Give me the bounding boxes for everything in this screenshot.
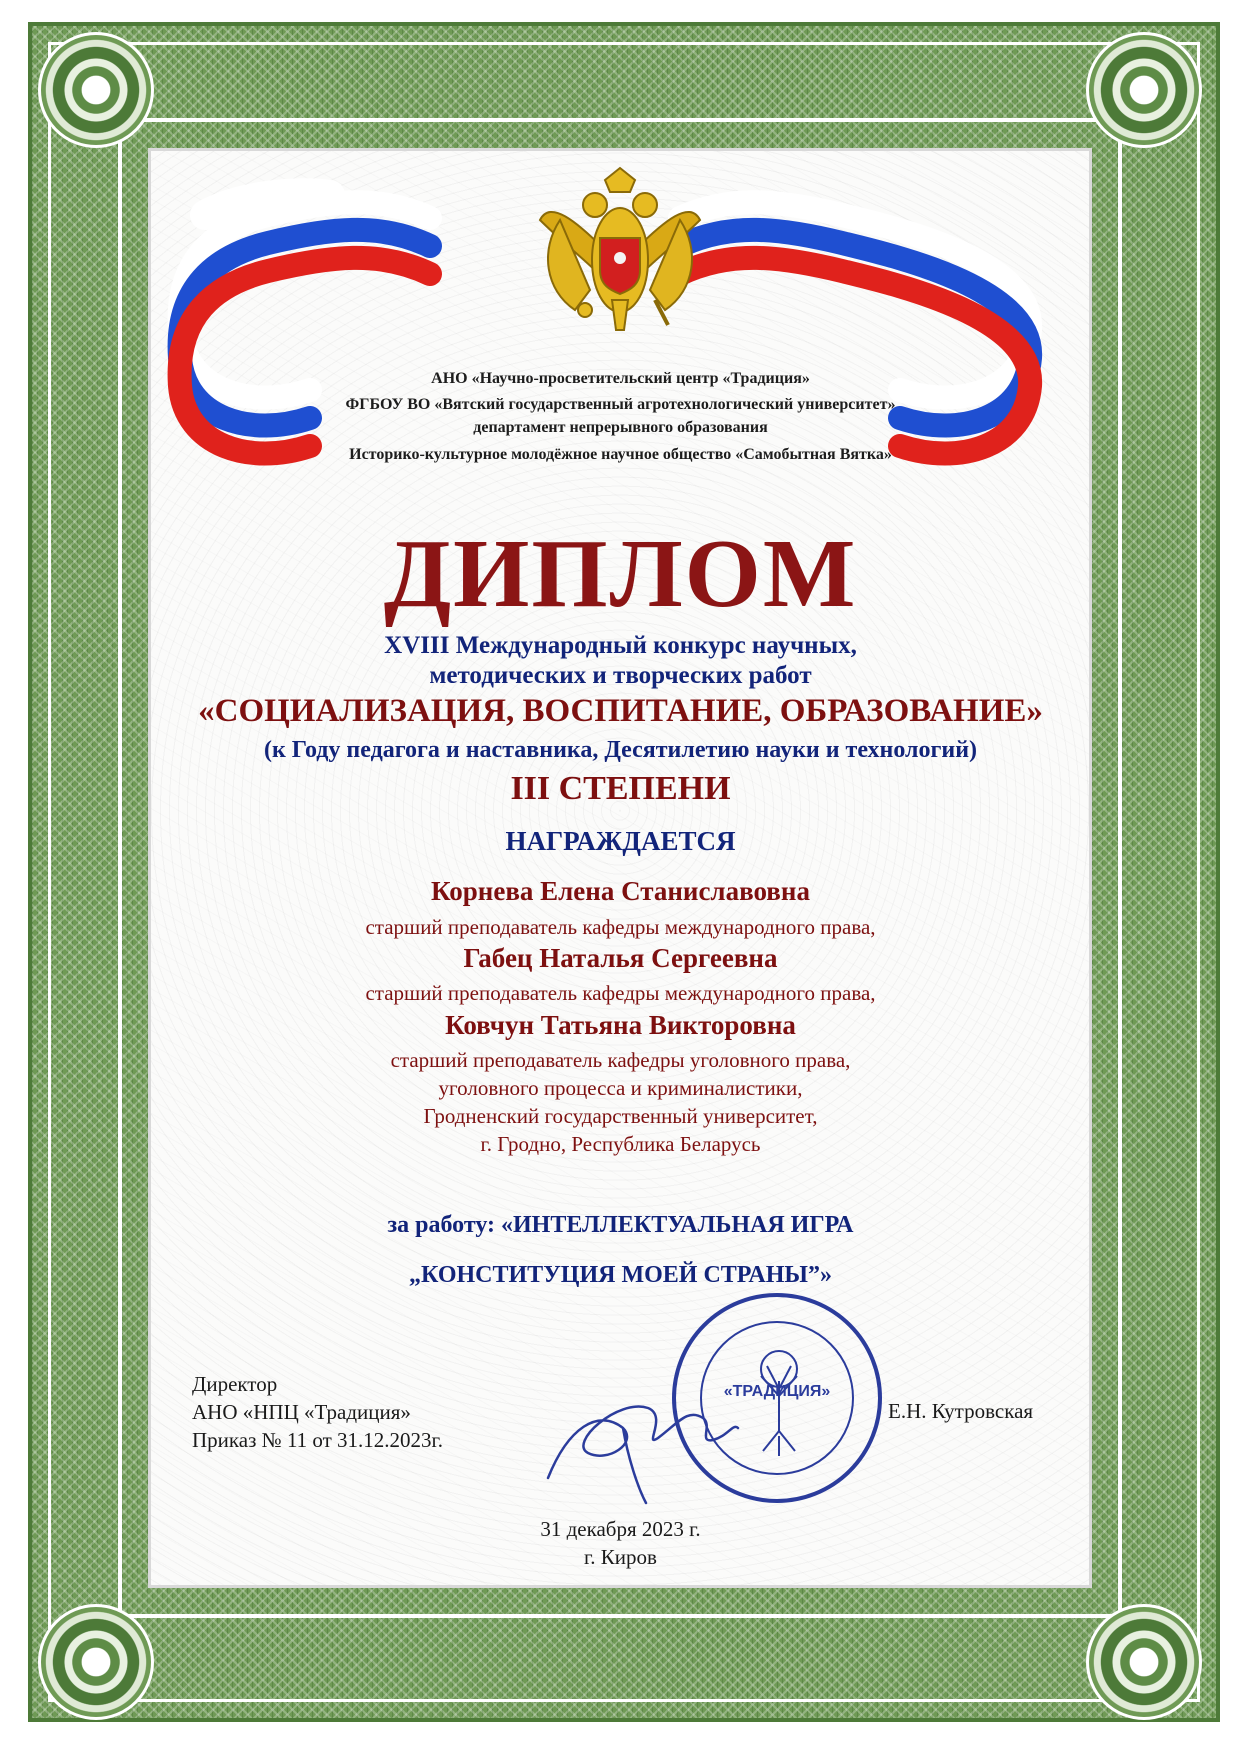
corner-ornament-bottom-right bbox=[1086, 1604, 1202, 1720]
recipient-name: Корнева Елена Станиславовна bbox=[431, 876, 810, 906]
contest-line-2: методических и творческих работ bbox=[429, 662, 812, 689]
issue-city: г. Киров bbox=[584, 1545, 657, 1569]
organization-line-4: Историко-культурное молодёжное научное общество «Самобытная Вятка» bbox=[349, 446, 892, 463]
handwritten-signature bbox=[528, 1368, 748, 1508]
contest-name: «СОЦИАЛИЗАЦИЯ, ВОСПИТАНИЕ, ОБРАЗОВАНИЕ» bbox=[198, 693, 1043, 729]
order-reference: Приказ № 11 от 31.12.2023г. bbox=[192, 1428, 444, 1452]
recipient-department: уголовного процесса и криминалистики, bbox=[438, 1076, 803, 1100]
organization-line-3: департамент непрерывного образования bbox=[473, 419, 768, 436]
recipient-position: старший преподаватель кафедры уголовного права, bbox=[390, 1048, 851, 1072]
diploma-title: ДИПЛОМ bbox=[383, 520, 858, 628]
recipient-position: старший преподаватель кафедры международного права, bbox=[365, 915, 876, 939]
contest-line-1: XVIII Международный конкурс научных, bbox=[384, 632, 857, 659]
organization-line-2: ФГБОУ ВО «Вятский государственный агротехнологический университет» bbox=[345, 396, 896, 413]
stamp-text: «ТРАДИЦИЯ» bbox=[723, 1383, 831, 1400]
recipient-university: Гродненский государственный университет, bbox=[423, 1104, 818, 1128]
recipient-name: Ковчун Татьяна Викторовна bbox=[445, 1010, 796, 1040]
signatory-name: Е.Н. Кутровская bbox=[888, 1399, 1034, 1423]
tree-icon bbox=[743, 1341, 815, 1461]
award-degree: III СТЕПЕНИ bbox=[510, 770, 731, 807]
recipient-position: старший преподаватель кафедры международного права, bbox=[365, 981, 876, 1005]
contest-dedication: (к Году педагога и наставника, Десятилетию науки и технологий) bbox=[263, 737, 978, 763]
signatory-position: Директор bbox=[192, 1372, 278, 1396]
work-title-line-1: за работу: «ИНТЕЛЛЕКТУАЛЬНАЯ ИГРА bbox=[387, 1212, 854, 1238]
recipient-name: Габец Наталья Сергеевна bbox=[463, 943, 778, 973]
ribbon-left bbox=[180, 193, 430, 453]
recipient-location: г. Гродно, Республика Беларусь bbox=[480, 1132, 761, 1156]
coat-of-arms-eagle-icon bbox=[540, 168, 700, 330]
issue-date: 31 декабря 2023 г. bbox=[540, 1517, 701, 1541]
work-title-line-2: „КОНСТИТУЦИЯ МОЕЙ СТРАНЫ”» bbox=[409, 1262, 832, 1288]
organization-line-1: АНО «Научно-просветительский центр «Традиция» bbox=[431, 370, 810, 387]
awarded-label: НАГРАЖДАЕТСЯ bbox=[505, 826, 736, 856]
corner-ornament-bottom-left bbox=[38, 1604, 154, 1720]
signatory-organization: АНО «НПЦ «Традиция» bbox=[192, 1400, 411, 1424]
ribbon-right bbox=[680, 202, 1030, 453]
